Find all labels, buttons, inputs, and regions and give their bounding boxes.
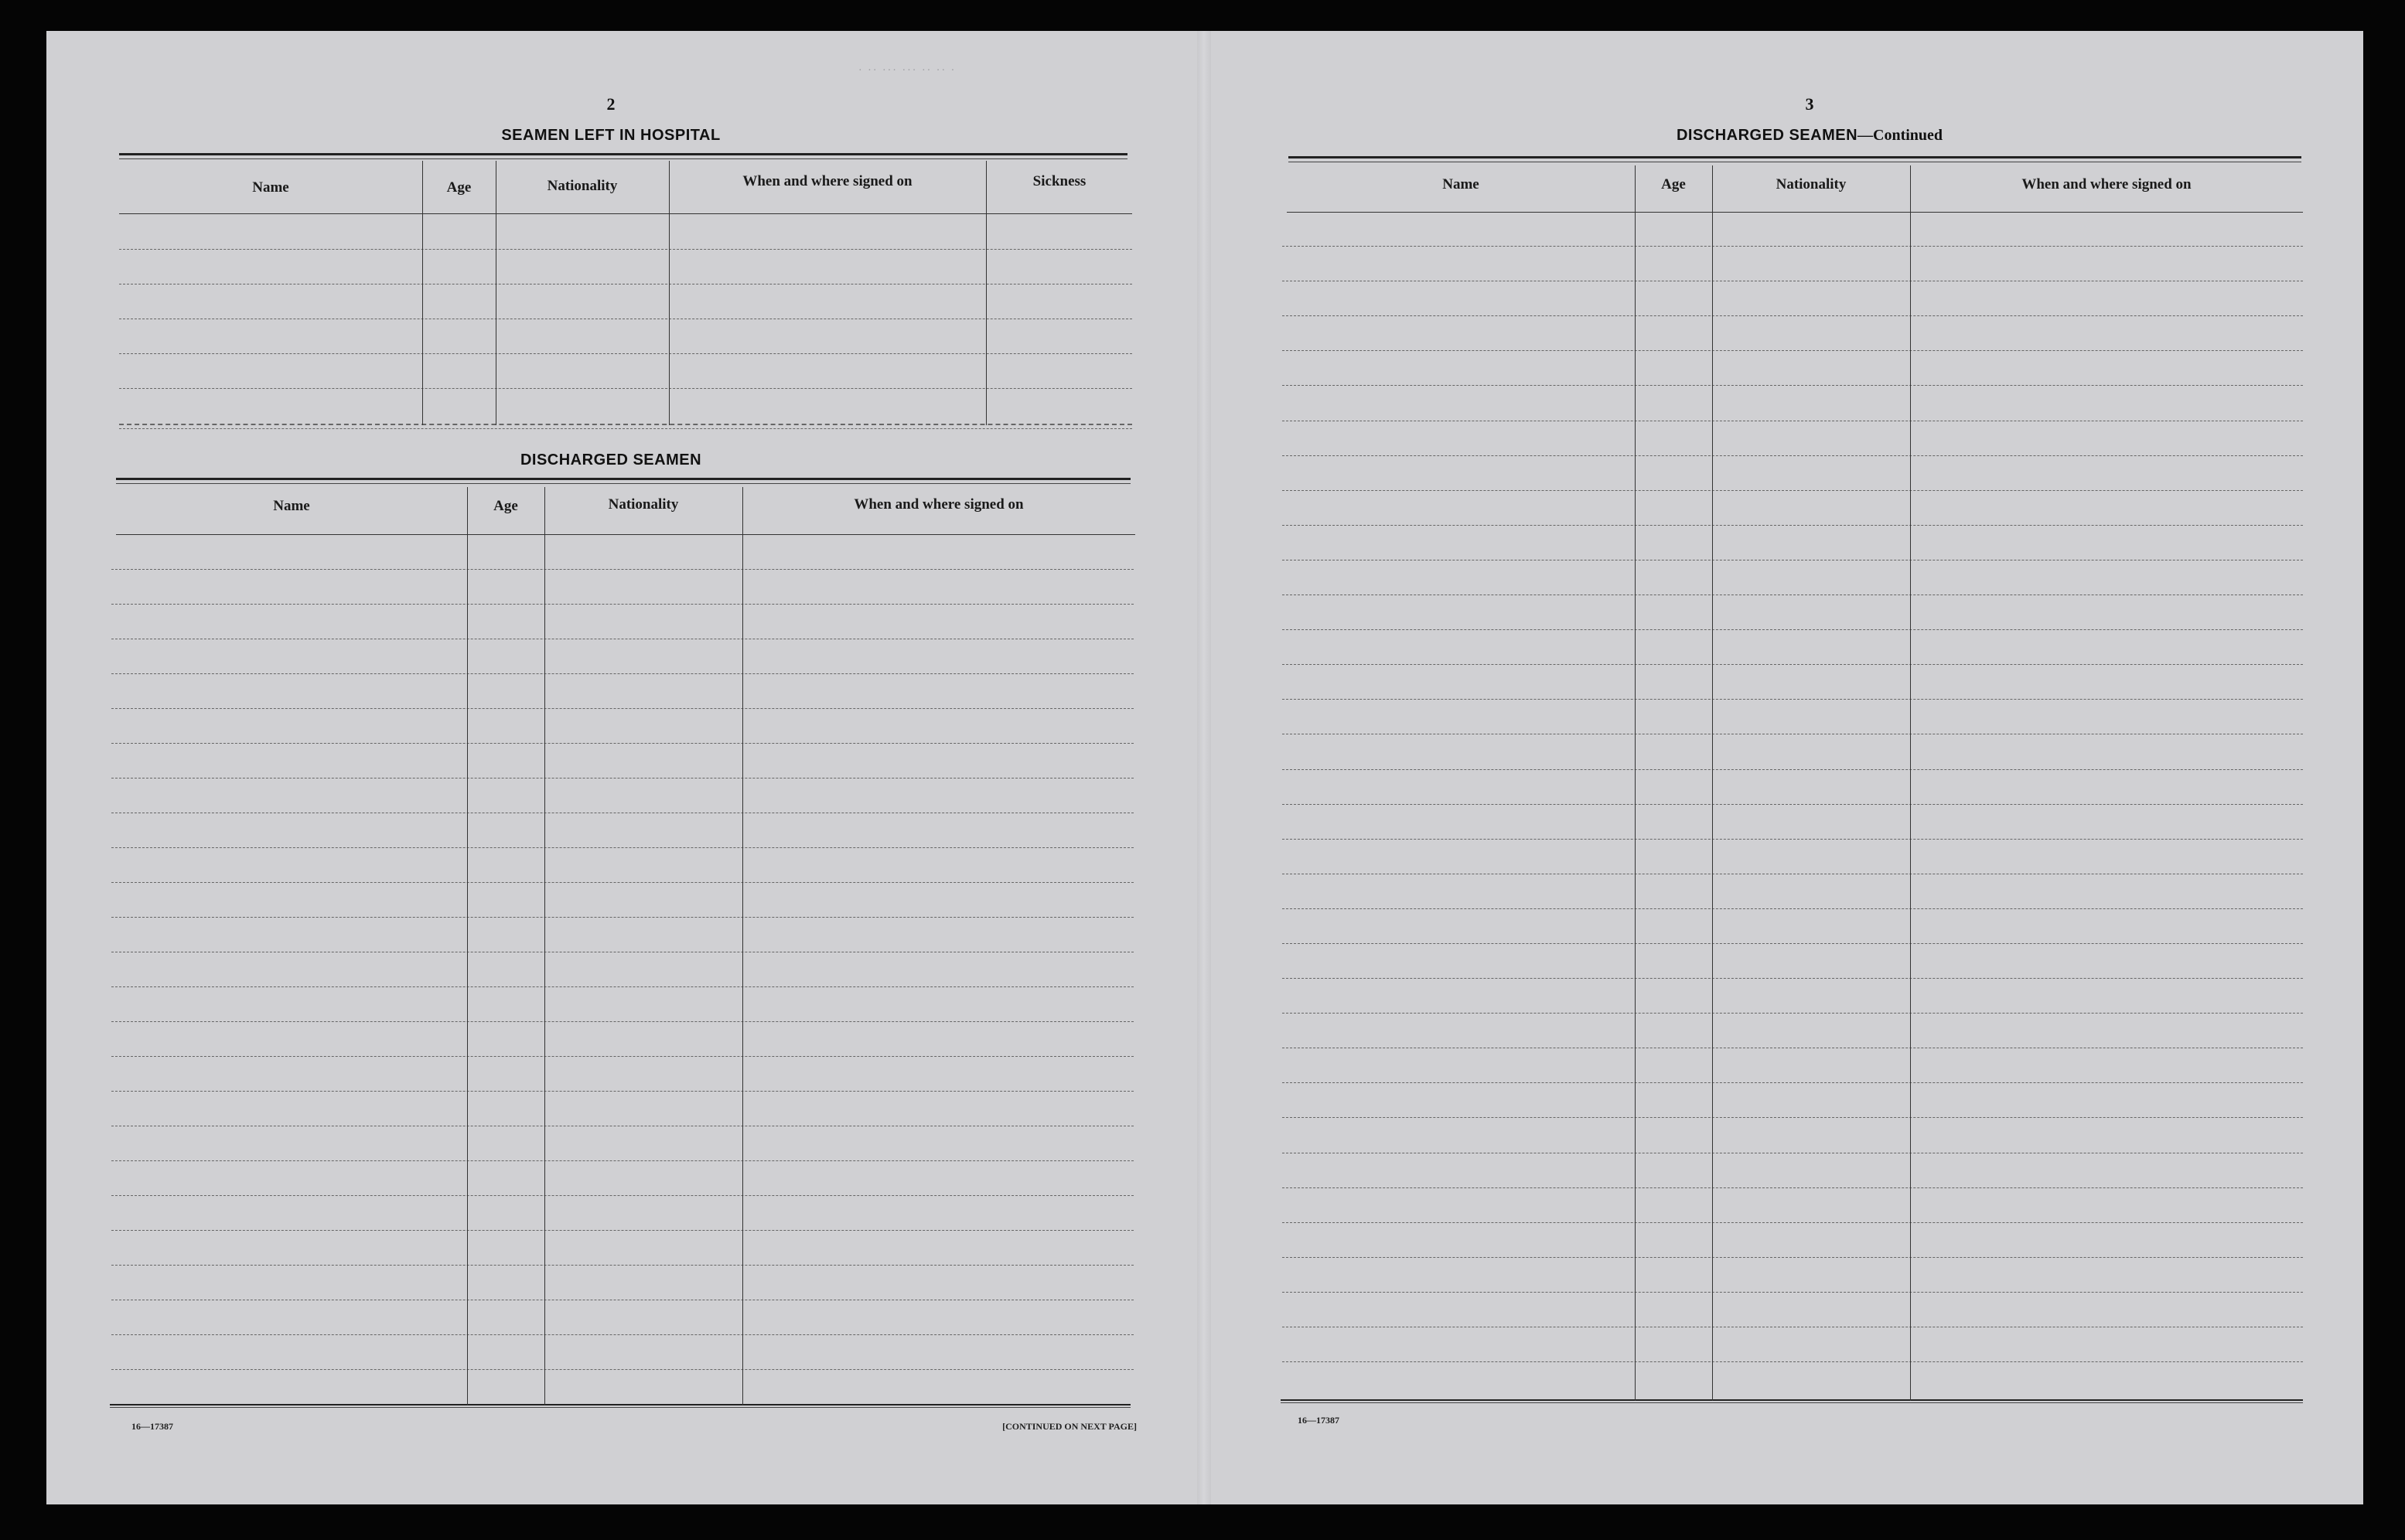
document-spread [46, 31, 2363, 1504]
ruled-line [111, 1091, 1134, 1092]
ruled-line [111, 1265, 1134, 1266]
ruled-line [1282, 839, 2303, 840]
title-main: DISCHARGED SEAMEN [1676, 127, 1858, 144]
column-header-nationality: Nationality [547, 178, 618, 194]
ruled-line [111, 778, 1134, 779]
hospital-header-rule [119, 213, 1132, 214]
bleed-through-marks: · ·· ··· ··· ·· ·· · [858, 65, 957, 77]
column-header-name: Name [273, 498, 310, 514]
ruled-line [1282, 664, 2303, 665]
page-number: 2 [606, 94, 616, 114]
ruled-line [1282, 1082, 2303, 1083]
ruled-line [111, 917, 1134, 918]
ruled-line [1282, 978, 2303, 979]
ruled-line [1282, 246, 2303, 247]
ruled-line [1282, 525, 2303, 526]
col-divider [1635, 165, 1636, 1401]
form-number: 16—17387 [1298, 1415, 1339, 1426]
hospital-col-divider [986, 161, 987, 425]
right-page [1211, 31, 2363, 1504]
table-top-rule [1288, 156, 2301, 162]
column-header-name: Name [252, 179, 289, 196]
ruled-line [1282, 490, 2303, 491]
discharged-section-title: DISCHARGED SEAMEN [520, 451, 702, 468]
discharged-col-divider [544, 487, 545, 1405]
left-page [46, 31, 1197, 1504]
hospital-col-divider [422, 161, 423, 425]
column-header-name: Name [1442, 176, 1479, 192]
ruled-line [1282, 1222, 2303, 1223]
ruled-line [1282, 769, 2303, 770]
ruled-line [111, 673, 1134, 674]
page-number: 3 [1805, 94, 1814, 114]
column-header-age: Age [1661, 176, 1686, 192]
ruled-line [111, 1369, 1134, 1370]
hospital-bottom-rule-2 [119, 428, 1132, 429]
hospital-table-top-rule [119, 153, 1127, 159]
ruled-line [111, 1021, 1134, 1022]
column-header-when-where: When and where signed on [742, 173, 913, 189]
ruled-line [1282, 908, 2303, 909]
page-fold [1197, 31, 1211, 1504]
table-bottom-rule [1281, 1399, 2303, 1403]
ruled-line [119, 249, 1132, 250]
hospital-bottom-rule [119, 424, 1132, 425]
ruled-line [111, 1056, 1134, 1057]
column-header-age: Age [493, 498, 518, 514]
col-divider [1910, 165, 1911, 1401]
ruled-line [1282, 1257, 2303, 1258]
ruled-line [111, 743, 1134, 744]
form-number: 16—17387 [131, 1421, 173, 1432]
column-header-when-where: When and where signed on [2021, 176, 2192, 192]
ruled-line [111, 1160, 1134, 1161]
discharged-table-top-rule [116, 478, 1131, 484]
ruled-line [111, 1230, 1134, 1231]
hospital-col-divider [669, 161, 670, 425]
column-header-sickness: Sickness [1032, 173, 1087, 189]
ruled-line [1282, 1187, 2303, 1188]
column-header-age: Age [446, 179, 472, 196]
ruled-line [1282, 315, 2303, 316]
ruled-line [111, 604, 1134, 605]
continued-note: [CONTINUED ON NEXT PAGE] [1002, 1421, 1137, 1432]
ruled-line [111, 569, 1134, 570]
ruled-line [1282, 1117, 2303, 1118]
ruled-line [111, 847, 1134, 848]
column-header-nationality: Nationality [608, 496, 679, 513]
ruled-line [1282, 1013, 2303, 1014]
discharged-continued-title [1578, 127, 2042, 145]
title-continued: —Continued [1857, 127, 1943, 144]
discharged-col-divider [467, 487, 468, 1405]
ruled-line [119, 388, 1132, 389]
ruled-line [1282, 455, 2303, 456]
ruled-line [1282, 350, 2303, 351]
ruled-line [111, 986, 1134, 987]
ruled-line [1282, 629, 2303, 630]
hospital-section-title: SEAMEN LEFT IN HOSPITAL [501, 127, 721, 144]
header-rule [1287, 212, 2303, 213]
col-divider [1712, 165, 1713, 1401]
discharged-header-rule [116, 534, 1135, 535]
ruled-line [111, 708, 1134, 709]
discharged-col-divider [742, 487, 743, 1405]
ruled-line [1282, 385, 2303, 386]
column-header-nationality: Nationality [1776, 176, 1847, 192]
ruled-line [1282, 1361, 2303, 1362]
ruled-line [111, 882, 1134, 883]
ruled-line [1282, 699, 2303, 700]
ruled-line [1282, 1292, 2303, 1293]
discharged-table-bottom-rule [110, 1404, 1131, 1408]
ruled-line [111, 1334, 1134, 1335]
ruled-line [119, 353, 1132, 354]
column-header-when-where: When and where signed on [854, 496, 1024, 513]
ruled-line [1282, 804, 2303, 805]
ruled-line [1282, 943, 2303, 944]
ruled-line [111, 1195, 1134, 1196]
